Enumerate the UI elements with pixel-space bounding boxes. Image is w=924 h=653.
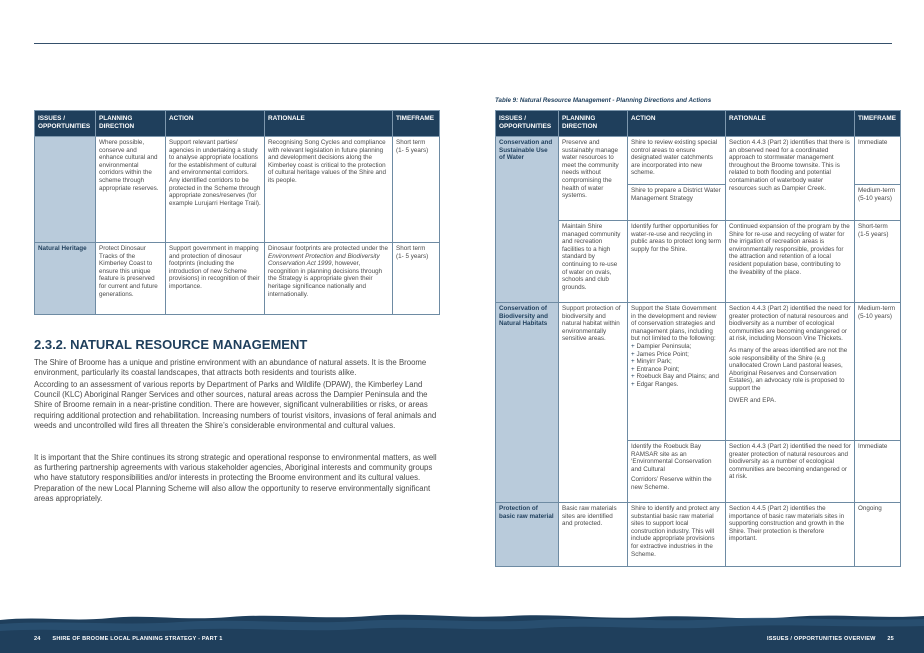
issue-cell: Natural Heritage <box>35 243 96 315</box>
rationale-cell <box>726 303 855 441</box>
body-paragraph: The Shire of Broome has a unique and pristine environment with an abundance of natural assets. It is the Broome environment, particularly its coastal landscapes, that attracts both residents and tourists alike. <box>34 358 427 378</box>
issue-cell <box>35 137 96 243</box>
list-item: + Edgar Ranges. <box>639 381 722 389</box>
issue-cell: Protection of basic raw material <box>496 503 559 567</box>
footer-wave-band <box>0 606 924 653</box>
body-paragraph: It is important that the Shire continues its strong strategic and operational response to environmental matters, as well as furthering partnership agreements with various stakeholder agencies, Aboriginal interests and community groups who have statutory responsibilities and/or interests in protecting the Broome environment and its cultural values. Preparation of the new Local Planning Scheme will also allow the opportunity to reserve environmentally significant areas appropriately. <box>34 453 437 503</box>
rationale-text: As many of the areas identified are not the sole responsibility of the Shire (e.g unallocated Crown Land pastoral leases, Aboriginal Reserves and Conservation Estates), an advocacy role is proposed to support the <box>729 346 848 392</box>
direction-cell: Where possible, conserve and enhance cultural and environmental corridors within the scheme through appropriate reserves. <box>96 137 166 243</box>
col-header-action: ACTION <box>628 111 726 137</box>
list-item: + Roebuck Bay and Plains; and <box>639 373 722 381</box>
left-table-header <box>35 111 440 137</box>
issue-cell: Conservation and Sustainable Use of Water <box>496 137 559 303</box>
action-cell: Shire to review existing special control areas to ensure designated water catchments are incorporated into new scheme. <box>628 137 726 185</box>
table-row <box>35 137 440 243</box>
list-item: + Entrance Point; <box>639 366 722 374</box>
table-row <box>496 303 901 441</box>
footer-left <box>34 636 223 642</box>
header-rule <box>34 43 892 44</box>
section-title: ISSUES / OPPORTUNITIES OVERVIEW <box>766 636 876 642</box>
timeframe-cell: Short-term (1-5 years) <box>855 221 901 303</box>
page-number: 25 <box>887 636 894 642</box>
rationale-cell: Continued expansion of the program by the Shire for re-use and recycling of water for the irrigation of recreation areas is environmentally responsible, provides for the attraction and retention of a local resident population base, contributing to the liveability of the place. <box>726 221 855 303</box>
direction-cell: Support protection of biodiversity and natural habitat within environmentally sensitive areas. <box>559 303 628 503</box>
rationale-text: Dinosaur footprints are protected under the <box>268 245 389 252</box>
list-item: + Minyirr Park; <box>639 358 722 366</box>
direction-cell: Protect Dinosaur Tracks of the Kimberley Coast to ensure this unique feature is preserved for current and future generations. <box>96 243 166 315</box>
table-row <box>35 243 440 315</box>
col-header-issues: ISSUES / OPPORTUNITIES <box>35 111 96 137</box>
table-row <box>496 503 901 567</box>
issue-cell: Conservation of Biodiversity and Natural Habitats <box>496 303 559 503</box>
col-header-action: ACTION <box>166 111 265 137</box>
action-cell: Identify further opportunities for water-re-use and recycling in public areas to protect long term supply for the Shire. <box>628 221 726 303</box>
timeframe-cell: Immediate <box>855 441 901 503</box>
right-table-header <box>496 111 901 137</box>
col-header-timeframe: TIMEFRAME <box>393 111 440 137</box>
col-header-direction: PLANNING DIRECTION <box>96 111 166 137</box>
action-cell <box>628 441 726 503</box>
direction-cell: Preserve and sustainably manage water resources to meet the community needs without compromising the health of water systems. <box>559 137 628 221</box>
col-header-rationale: RATIONALE <box>726 111 855 137</box>
table-caption: Table 9: Natural Resource Management - Planning Directions and Actions <box>495 97 712 104</box>
action-text: Corridors’ Reserve within the new Scheme. <box>631 476 712 491</box>
col-header-timeframe: TIMEFRAME <box>855 111 901 137</box>
rationale-cell: Section 4.4.5 (Part 2) identifies the importance of basic raw materials sites in supporting construction and growth in the Shire. Their protection is therefore important. <box>726 503 855 567</box>
timeframe-cell: Short term (1- 5 years) <box>393 243 440 315</box>
action-cell: Support government in mapping and protection of dinosaur footprints (including the introduction of new Scheme provisions) in recognition of their importance. <box>166 243 265 315</box>
timeframe-cell: Immediate <box>855 137 901 185</box>
right-table <box>495 110 901 567</box>
left-table <box>34 110 440 315</box>
rationale-cell: Recognising Song Cycles and compliance with relevant legislation in future planning and development decisions along the Kimberley coast is critical to the protection of cultural heritage values of the Shire and its people. <box>265 137 393 243</box>
col-header-rationale: RATIONALE <box>265 111 393 137</box>
action-cell: Shire to prepare a District Water Management Strategy <box>628 185 726 221</box>
col-header-issues: ISSUES / OPPORTUNITIES <box>496 111 559 137</box>
action-text: Identify the Roebuck Bay RAMSAR site as an ‘Environmental Conservation and Cultural <box>631 443 712 473</box>
table-row <box>496 137 901 185</box>
direction-cell: Maintain Shire managed community and recreation facilities to a high standard by continuing to re-use of water on ovals, schools and club grounds. <box>559 221 628 303</box>
conservation-areas-list <box>631 343 722 389</box>
action-text: Support the State Government in the development and review of conservation strategies and management plans, including but not limited to the following: <box>631 305 717 343</box>
rationale-cell: Section 4.4.3 (Part 2) identifies that there is an observed need for a coordinated approach to stormwater management throughout the Broome townsite. This is related to both flooding and potential contamination of waterbody water resources such as Dampier Creek. <box>726 137 855 221</box>
timeframe-cell: Medium-term (5-10 years) <box>855 185 901 221</box>
list-item: + James Price Point; <box>639 351 722 359</box>
action-cell <box>628 303 726 441</box>
col-header-direction: PLANNING DIRECTION <box>559 111 628 137</box>
rationale-text: DWER and EPA. <box>729 396 777 404</box>
rationale-text: , however, recognition in planning decisions through the Strategy is appropriate given their heritage significance nationally and internationally. <box>268 260 383 298</box>
rationale-text: Section 4.4.3 (Part 2) identified the need for greater protection of natural resources and biodiversity as a number of ecological communities are becoming endangered or at risk, including Monsoon Vine Thickets. <box>729 305 851 343</box>
action-cell: Shire to identify and protect any substantial basic raw material sites to support local construction industry. This will include appropriate provisions for extractive industries in the Scheme. <box>628 503 726 567</box>
list-item: + Dampier Peninsula; <box>639 343 722 351</box>
body-paragraph: According to an assessment of various reports by Department of Parks and Wildlife (DPAW), the Kimberley Land Council (KLC) Aboriginal Ranger Services and other sources, natural areas across the Dampier Peninsula and the Shire of Broome remain in a near-pristine condition. There are however, significant vulnerabilities or risks, or areas requiring additional protection and rehabilitation. Increasing numbers of tourist visitors, invasions of feral animals and weeds and uncontrolled wild fires all threaten the Shire’s considerable environmental and cultural values. <box>34 380 437 430</box>
timeframe-cell: Medium-term (5-10 years) <box>855 303 901 441</box>
document-title: SHIRE OF BROOME LOCAL PLANNING STRATEGY - PART 1 <box>52 636 223 642</box>
timeframe-cell: Ongoing <box>855 503 901 567</box>
timeframe-cell: Short term (1- 5 years) <box>393 137 440 243</box>
section-heading: 2.3.2. NATURAL RESOURCE MANAGEMENT <box>34 337 308 352</box>
direction-cell: Basic raw materials sites are identified and protected. <box>559 503 628 567</box>
rationale-act-title: Environment Protection and Biodiversity Conservation Act 1999 <box>268 252 380 268</box>
action-cell: Support relevant parties/ agencies in undertaking a study to analyse appropriate locations for the establishment of cultural and environmental corridors. Any identified corridors to be protected in the Scheme through appropriate zones/reserves (for example Lurujarri Heritage Trail). <box>166 137 265 243</box>
rationale-cell: Section 4.4.3 (Part 2) identified the need for greater protection of natural resources and biodiversity as a number of ecological communities are becoming endangered or at risk. <box>726 441 855 503</box>
footer-right <box>767 636 894 642</box>
page-number: 24 <box>34 636 41 642</box>
rationale-cell <box>265 243 393 315</box>
